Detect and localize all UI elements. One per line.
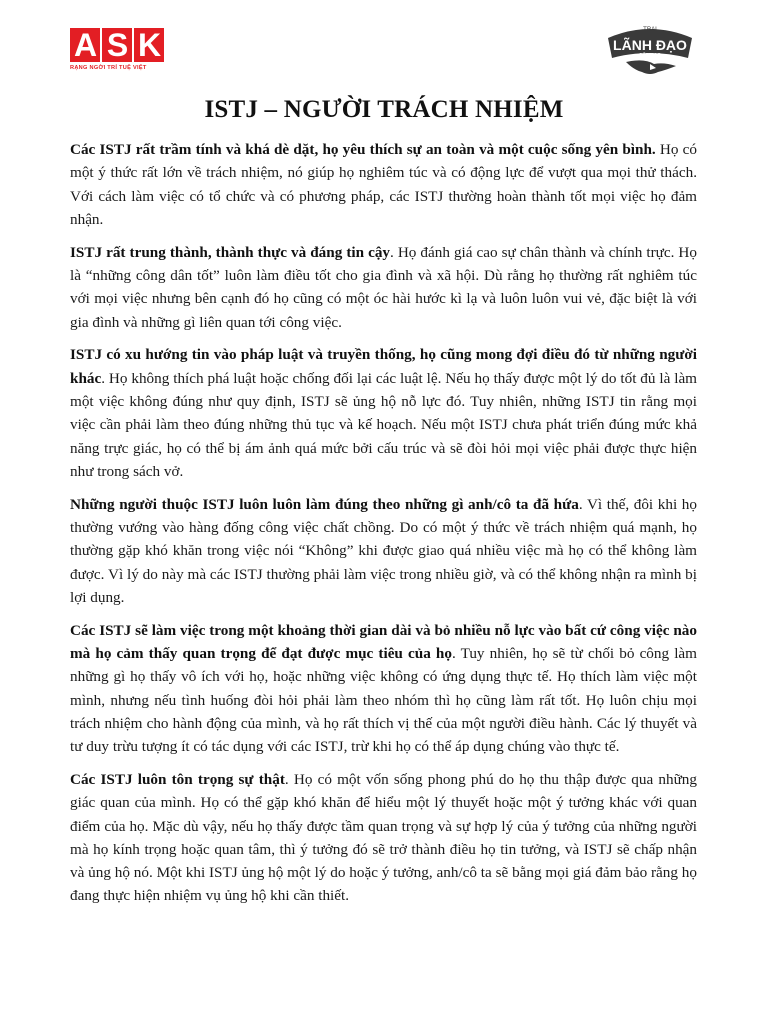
paragraph-2 [70, 241, 697, 334]
ask-letter-a: A [70, 28, 100, 62]
lanh-dao-logo [604, 22, 696, 78]
paragraph-6-text: . Họ có một vốn sống phong phú do họ thu thập được qua những giác quan của mình. Họ có thể gặp khó khăn để hiểu một lý thuyết hoặc một ý tưởng khác với quan điểm của họ. Mặc dù vậy, nếu họ thấy được tầm quan trọng và sự hợp lý của ý tưởng của những người mà họ kính trọng hoặc quan tâm, thì ý tưởng đó sẽ trở thành điều họ tin tưởng, và ISTJ sẽ chấp nhận và ủng hộ nó. Một khi ISTJ ủng hộ một lý do hoặc ý tưởng, anh/cô ta sẽ bằng mọi giá đảm bảo rằng họ đang thực hiện nhiệm vụ ủng hộ khi cần thiết. [70, 770, 697, 905]
paragraph-2-text: . Họ đánh giá cao sự chân thành và chính trực. Họ là “những công dân tốt” luôn làm điều tốt cho gia đình và xã hội. Dù rằng họ thường rất nghiêm túc với mọi việc nhưng bên cạnh đó họ cũng có một óc hài hước kì lạ và luôn luôn vui vẻ, đặc biệt là với gia đình và những gì liên quan tới công việc. [70, 243, 697, 331]
ask-logo-letters [70, 28, 166, 62]
lanh-dao-logo-graphic [604, 22, 696, 78]
paragraph-4-text: . Vì thế, đôi khi họ thường vướng vào hàng đống công việc chất chồng. Do có một ý thức về trách nhiệm quá mạnh, họ thường gặp khó khăn trong việc nói “Không” khi được giao quá nhiều việc mà họ có thể không làm được. Vì lý do này mà các ISTJ thường phải làm việc trong nhiều giờ, và có thể không nhận ra mình bị lợi dụng. [70, 495, 697, 606]
ld-main-text: LÃNH ĐẠO [613, 37, 687, 53]
document-title: ISTJ – NGƯỜI TRÁCH NHIỆM [204, 96, 564, 123]
document-body [70, 138, 697, 917]
paragraph-1 [70, 138, 697, 231]
paragraph-2-lead: ISTJ rất trung thành, thành thực và đáng tin cậy [70, 243, 391, 261]
ask-logo [70, 28, 166, 76]
paragraph-3-lead: ISTJ có xu hướng tin vào pháp luật và truyền thống, họ cũng mong đợi điều đó từ những người khác [70, 346, 697, 387]
ld-small-bottom: CẤP CAO [638, 53, 662, 59]
paragraph-1-lead: Các ISTJ rất trầm tính và khá dè dặt, họ yêu thích sự an toàn và một cuộc sống yên bình. [70, 141, 656, 158]
ask-letter-k: K [134, 28, 164, 62]
paragraph-4 [70, 493, 697, 609]
ld-small-top: TRẠI [643, 27, 657, 33]
paragraph-3 [70, 343, 697, 483]
ask-tagline: RẠNG NGỜI TRÍ TUỆ VIỆT [70, 65, 147, 71]
paragraph-6 [70, 768, 697, 908]
paragraph-6-lead: Các ISTJ luôn tôn trọng sự thật [70, 770, 285, 788]
paragraph-5-text: . Tuy nhiên, họ sẽ từ chối bỏ công làm những gì họ thấy vô ích với họ, hoặc những việc không có ứng dụng thực tế. Họ thích làm việc một mình, nhưng nếu tình huống đòi hỏi phải làm theo nhóm thì họ cũng làm rất tốt. Họ luôn chịu mọi trách nhiệm cho hành động của mình, và họ rất thích vị thế của một người điều hành. Các lý thuyết và tư duy trừu tượng ít có tác dụng với các ISTJ, trừ khi họ có thể áp dụng chúng vào thực tế. [70, 644, 697, 756]
paragraph-4-lead: Những người thuộc ISTJ luôn luôn làm đúng theo những gì anh/cô ta đã hứa [70, 495, 579, 513]
paragraph-5-lead: Các ISTJ sẽ làm việc trong một khoảng thời gian dài và bỏ nhiều nỗ lực vào bất cứ công việc nào mà họ cảm thấy quan trọng để đạt được mục tiêu của họ [70, 621, 697, 662]
paragraph-5 [70, 619, 697, 759]
ask-letter-s: S [102, 28, 132, 62]
paragraph-3-text: . Họ không thích phá luật hoặc chống đối lại các luật lệ. Nếu họ thấy được một lý do tốt đủ là làm một việc không đúng như quy định, ISTJ sẽ ủng hộ nỗ lực đó. Tuy nhiên, những ISTJ tin rằng mọi việc cần phải làm theo đúng những thủ tục và kế hoạch. Nếu một ISTJ chưa phát triển đúng mức khả năng trực giác, họ có thể bị ám ảnh quá mức bởi cấu trúc và sẽ đòi hỏi mọi việc phải được thực hiện như trong sách vở. [70, 369, 697, 480]
paragraph-1-text: Họ có một ý thức rất lớn về trách nhiệm, nó giúp họ nghiêm túc và có động lực để vượt qua mọi thử thách. Với cách làm việc có tổ chức và có phương pháp, các ISTJ thường hoàn thành tốt mọi việc họ đảm nhận. [70, 141, 697, 228]
